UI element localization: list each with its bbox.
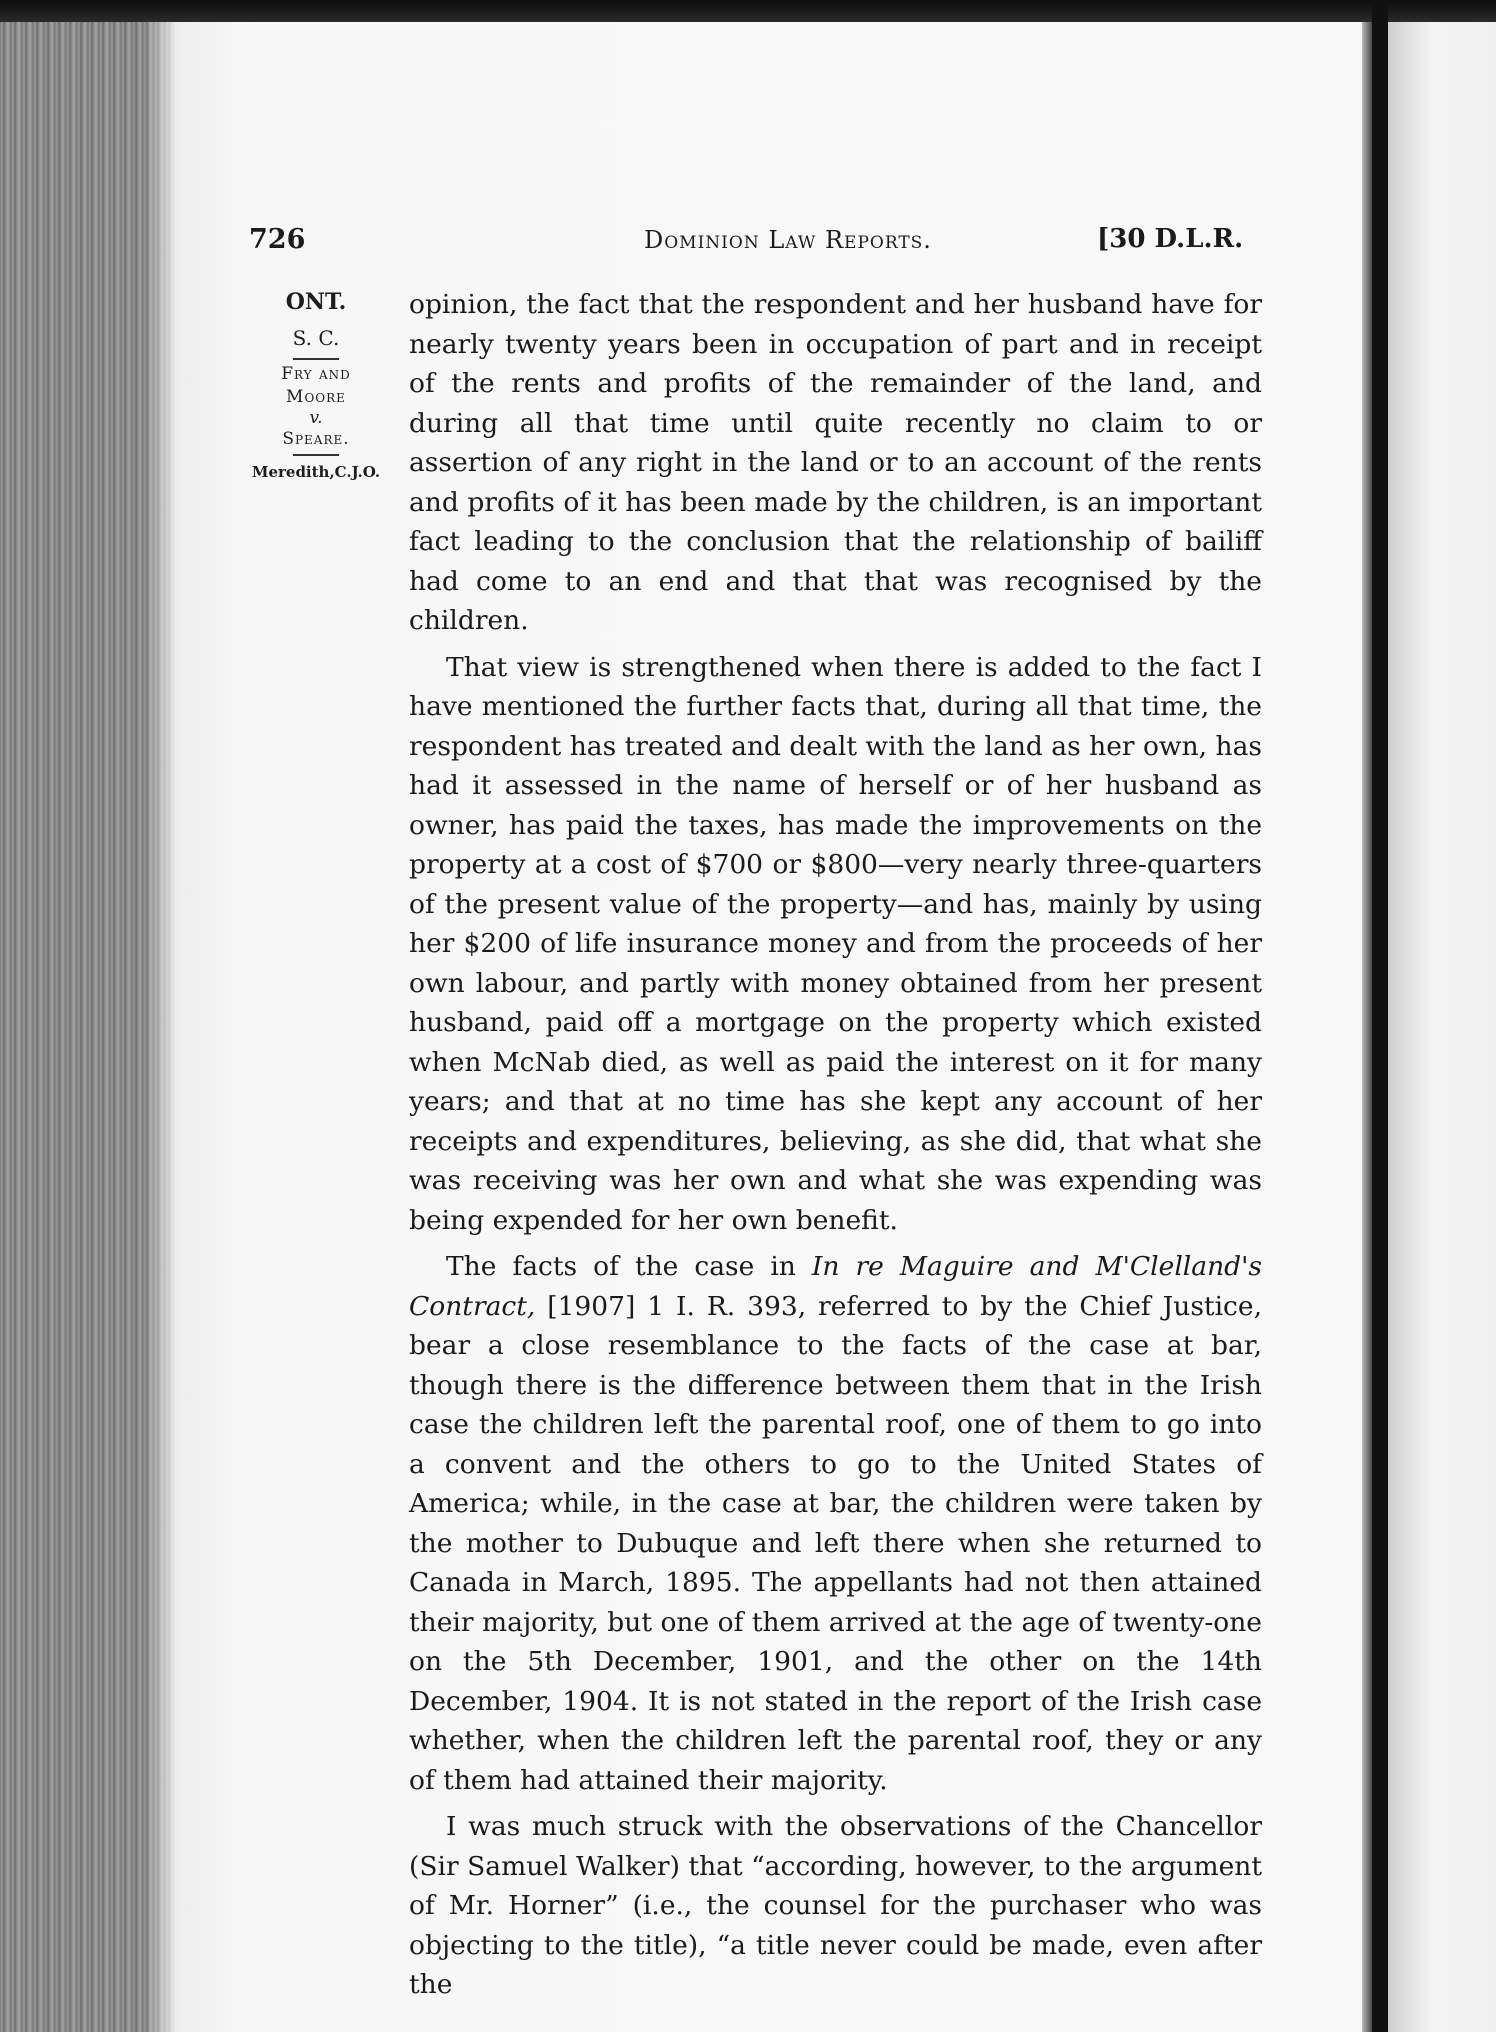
margin-division: S. C. — [292, 326, 340, 350]
book-gutter — [1362, 22, 1372, 2032]
running-title: Dominion Law Reports. — [644, 226, 932, 254]
book-page — [175, 22, 1362, 2032]
case-citation: In re Maguire and M'Clelland's Contract, — [409, 1251, 1263, 1322]
margin-divider — [293, 358, 339, 360]
margin-party-1-line-1: Fry and — [281, 364, 351, 384]
judgment-text — [409, 285, 1262, 2012]
volume-reference: [30 D.L.R. — [1097, 224, 1244, 254]
paragraph-1: opinion, the fact that the respondent and her husband have for nearly twenty years been in occupation of part and in receipt of the rents and profits of the remainder of the land, and during all that time until quite recently no claim to or assertion of any right in the land or to an account of the rents and profits of it has been made by the children, is an important fact leading to the conclusion that the relationship of bailiff had come to an end and that that was recognised by the children. — [409, 289, 1262, 636]
scanner-top-band — [0, 0, 1496, 22]
margin-party-1-line-2: Moore — [286, 387, 346, 407]
facing-page-edge — [1388, 22, 1496, 2032]
book-spine-shadow — [1372, 0, 1388, 2032]
page-number: 726 — [249, 224, 306, 255]
margin-party-2: Speare. — [282, 429, 350, 449]
page-header — [175, 224, 1362, 264]
margin-notes — [247, 287, 385, 485]
margin-judge: Meredith,C.J.O. — [251, 463, 381, 481]
paragraph-3 — [409, 1247, 1262, 1800]
paragraph-3-lead: The facts of the case in — [446, 1251, 812, 1282]
margin-versus: v. — [309, 408, 323, 428]
margin-divider — [293, 454, 339, 456]
book-page-edges — [0, 22, 175, 2032]
paragraph-2: That view is strengthened when there is added to the fact I have mentioned the further facts that, during all that time, the respondent has treated and dealt with the land as her own, has had it assessed in the name of herself or of her husband as owner, has paid the taxes, has made the improvements on the property at a cost of $700 or $800—very nearly three-quarters of the present value of the property—and has, mainly by using her $200 of life insurance money and from the proceeds of her own labour, and partly with money obtained from her present husband, paid off a mortgage on the property which existed when McNab died, as well as paid the interest on it for many years; and that at no time has she kept any account of her receipts and expenditures, believing, as she did, that what she was receiving was her own and what she was expending was being expended for her own benefit. — [409, 651, 1262, 1236]
margin-court: ONT. — [285, 289, 347, 315]
paragraph-4: I was much struck with the observations of the Chancellor (Sir Samuel Walker) that “according, however, to the argument of Mr. Horner” (i.e., the counsel for the purchaser who was objecting to the title), “a title never could be made, even after the — [409, 1811, 1262, 2000]
paragraph-3-rest: [1907] 1 I. R. 393, referred to by the Chief Justice, bear a close resemblance to the facts of the case at bar, though there is the difference between them that in the Irish case the children left the parental roof, one of them to go into a convent and the others to go to the United States of America; while, in the case at bar, the children were taken by the mother to Dubuque and left there when she returned to Canada in March, 1895. The appellants had not then attained their majority, but one of them arrived at the age of twenty-one on the 5th December, 1901, and the other on the 14th December, 1904. It is not stated in the report of the Irish case whether, when the children left the parental roof, they or any of them had attained their majority. — [409, 1290, 1262, 1796]
